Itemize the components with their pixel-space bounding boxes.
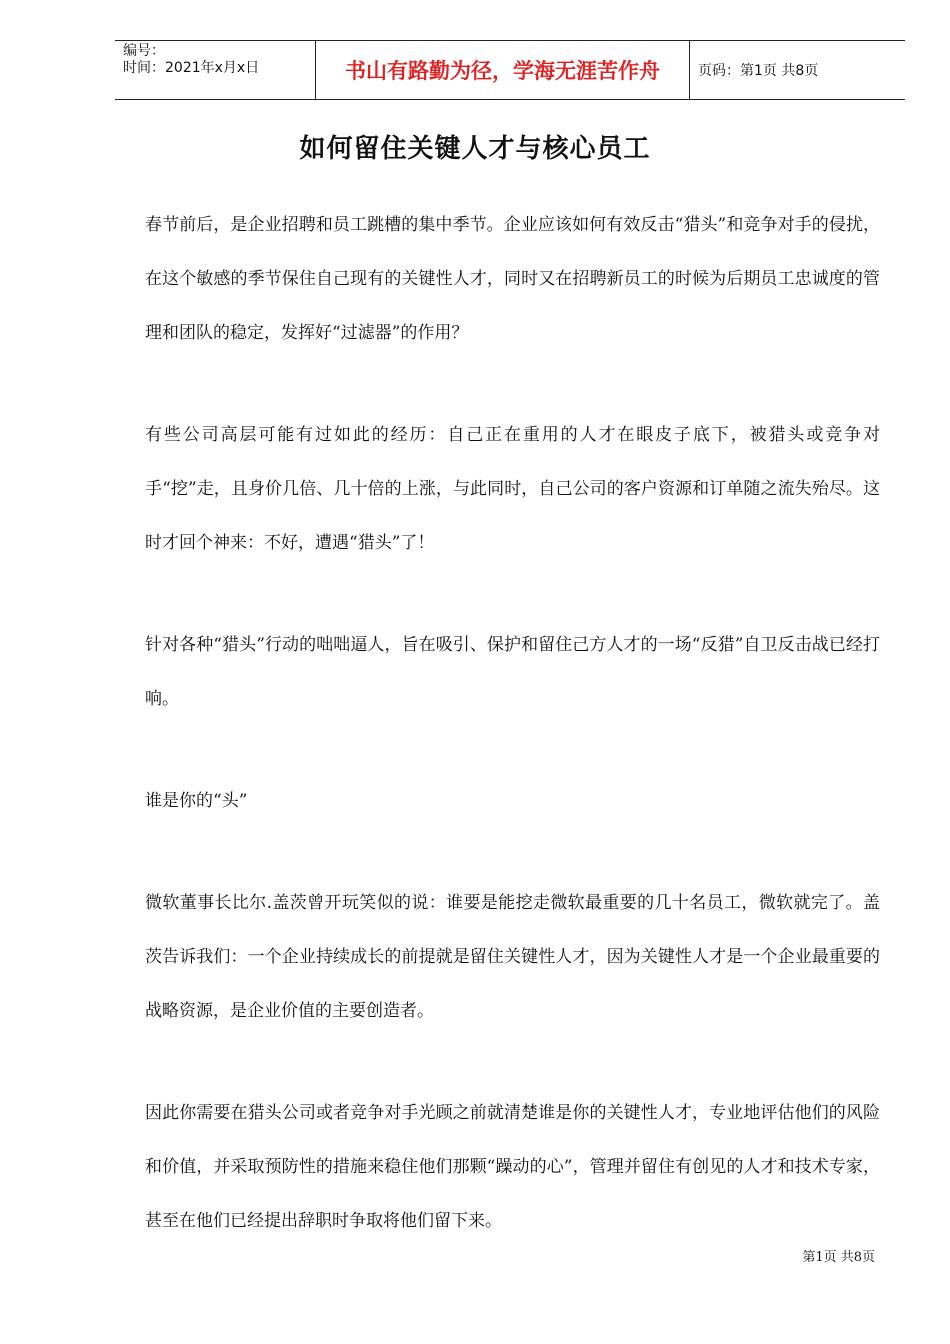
paragraph-2: 有些公司高层可能有过如此的经历：自己正在重用的人才在眼皮子底下，被猎头或竞争对手“挖”走，且身价几倍、几十倍的上涨，与此同时，自己公司的客户资源和订单随之流失殆尽。这时才回个神来：不好，遭遇“猎头”了！	[145, 425, 880, 553]
document-title: 如何留住关键人才与核心员工	[299, 134, 651, 164]
header-meta	[115, 41, 316, 99]
header-time: 时间：2021年x月x日	[123, 60, 260, 76]
header-number: 编号：	[123, 43, 165, 59]
document-body	[145, 198, 880, 1248]
paragraph-1: 春节前后，是企业招聘和员工跳槽的集中季节。企业应该如何有效反击“猎头”和竞争对手的侵扰，在这个敏感的季节保住自己现有的关键性人才，同时又在招聘新员工的时候为后期员工忠诚度的管理和团队的稳定，发挥好“过滤器”的作用？	[145, 215, 880, 343]
paragraph-5: 因此你需要在猎头公司或者竞争对手光顾之前就清楚谁是你的关键性人才，专业地评估他们的风险和价值，并采取预防性的措施来稳住他们那颗“躁动的心”，管理并留住有创见的人才和技术专家，甚至在他们已经提出辞职时争取将他们留下来。	[145, 1103, 880, 1231]
paragraph-3: 针对各种“猎头”行动的咄咄逼人，旨在吸引、保护和留住己方人才的一场“反猎”自卫反击战已经打响。	[145, 635, 880, 709]
header-motto: 书山有路勤为径，学海无涯苦作舟	[316, 41, 690, 99]
header-page-info: 页码：第1页 共8页	[698, 63, 819, 79]
section-heading: 谁是你的“头”	[145, 791, 248, 811]
page-footer: 第1页 共8页	[802, 1250, 875, 1265]
paragraph-4: 微软董事长比尔.盖茨曾开玩笑似的说：谁要是能挖走微软最重要的几十名员工，微软就完了。盖茨告诉我们：一个企业持续成长的前提就是留住关键性人才，因为关键性人才是一个企业最重要的战略资源，是企业价值的主要创造者。	[145, 893, 880, 1021]
page-header	[115, 40, 905, 100]
